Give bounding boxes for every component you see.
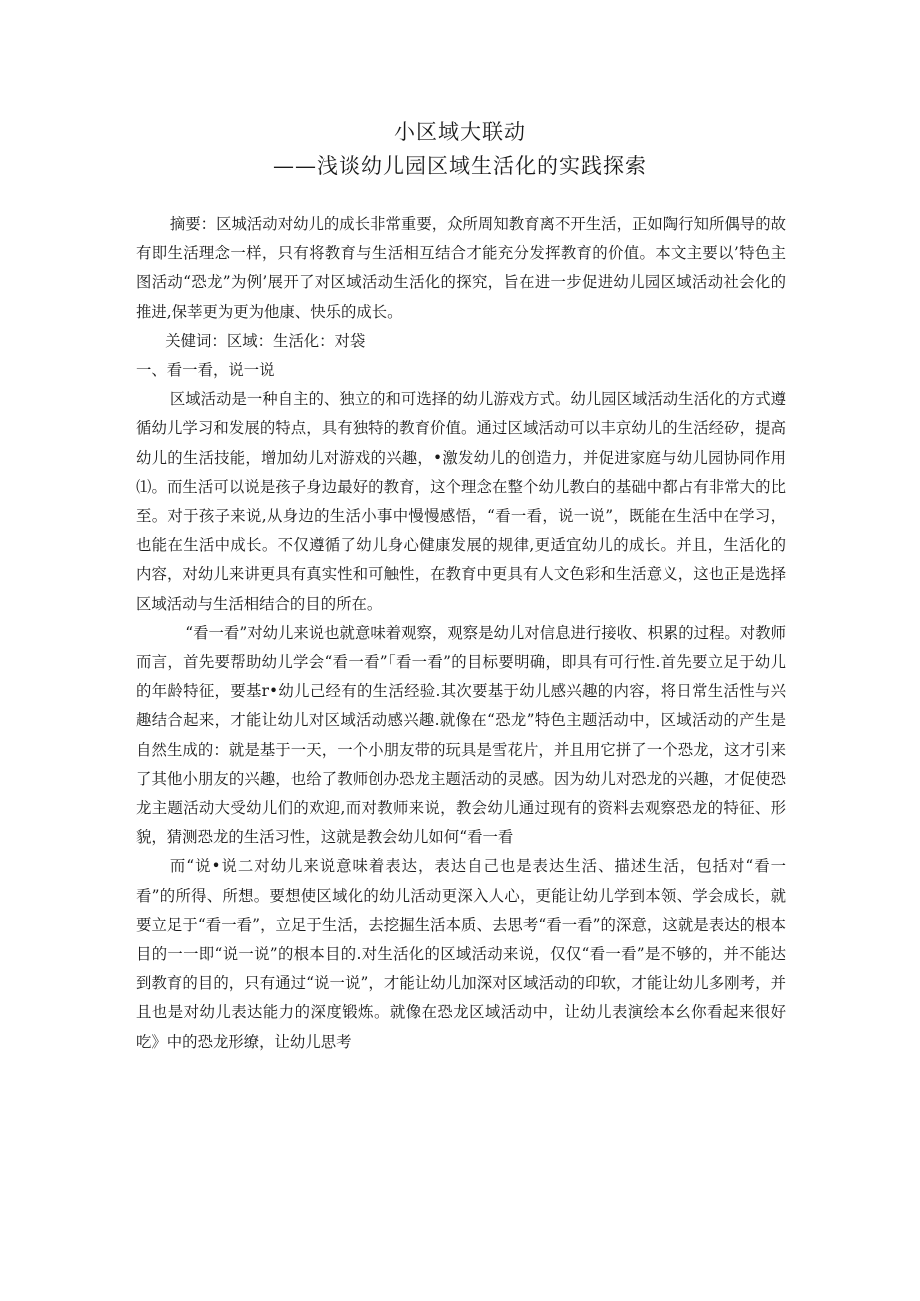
page-title: 小区域大联动 bbox=[394, 120, 526, 144]
page-subtitle: ——浅谈幼儿园区域生活化的实践探索 bbox=[273, 154, 647, 178]
document-body bbox=[136, 210, 786, 1057]
keywords-line: 关健词：区域：生活化：对袋 bbox=[165, 331, 366, 350]
section-heading: 一、看一看，说一说 bbox=[136, 361, 275, 380]
body-paragraph: “看一看”对幼儿来说也就意味着观察，观察是幼儿对信息进行接收、枳累的过程。对教师而言，首先要帮助幼儿学会“看一看”「看一看”的目标要明确，即具有可行性.首先要立足于幼儿的年龄特征，要基r•幼儿己经有的生活经验.其次要基于幼儿感兴趣的内容，将日常生活性与兴趣结合起来，才能让幼儿对区域活动感兴趣.就像在“恐龙”特色主题活动中，区域活动的产生是自然生成的：就是基于一天，一个小朋友带的玩具是雪花片，并且用它拼了一个恐龙，这才引来了其他小朋友的兴趣，也给了教师创办恐龙主题活动的灵感。因为幼儿对恐龙的兴趣，才促使恐龙主题活动大受幼儿们的欢迎,而对教师来说，教会幼儿通过现有的资料去观察恐龙的特征、形貌，猜测恐龙的生活习性，这就是教会幼儿如何“看一看 bbox=[136, 623, 786, 847]
abstract-paragraph: 摘要：区城活动对幼儿的成长非常重要，众所周知教育离不开生活，正如陶行知所偶导的故有即生活理念一样，只有将教育与生活相互结合才能充分发挥教育的价值。本文主要以’特色主图活动“恐龙”为例’展开了对区域活动生活化的探究，旨在进一步促进幼儿园区域活动社会化的推进,保莘更为更为他康、快乐的成长。 bbox=[136, 215, 786, 321]
body-paragraph: 区域活动是一种自主的、独立的和可选择的幼儿游戏方式。幼儿园区域活动生活化的方式遵循幼儿学习和发展的特点，具有独特的教育价值。通过区域活动可以丰京幼儿的生活经矽，提高幼儿的生活技能，增加幼儿对游戏的兴趣，•激发幼儿的创造力，并促进家庭与幼儿园协同作用⑴。而生活可以说是孩子身边最好的教育，这个理念在整个幼儿教白的基础中都占有非常大的比至。对于孩子来说,从身边的生活小事中慢慢感悟，“看一看，说一说”，既能在生活中在学习，也能在生活中成长。不仅遵循了幼儿身心健康发展的规律,更适宜幼儿的成长。并且，生活化的内容，对幼儿来讲更具有真实性和可触性，在教育中更具有人文色彩和生活意义，这也正是选择区域活动与生活相结合的目的所在。 bbox=[136, 390, 786, 613]
body-paragraph: 而“说•说二对幼儿来说意味着表达，表达自己也是表达生活、描述生活，包括对“看一看”的所得、所想。要想使区域化的幼儿活动更深入人心，更能让幼儿学到本领、学会成长，就要立足于“看一看”，立足于生活，去挖掘生活本质、去思考“看一看”的深意，这就是表达的根本目的一一即“说一说”的根本目的.对生活化的区域活动来说，仅仅“看一看”是不够的，并不能达到教育的目的，只有通过“说一说”，才能让幼儿加深对区域活动的印软，才能让幼儿多刚考，并且也是对幼儿表达能力的深度锻炼。就像在恐龙区域活动中，让幼儿表演绘本幺你看起来很好吃》中的恐龙形缭，让幼儿思考 bbox=[136, 857, 786, 1051]
